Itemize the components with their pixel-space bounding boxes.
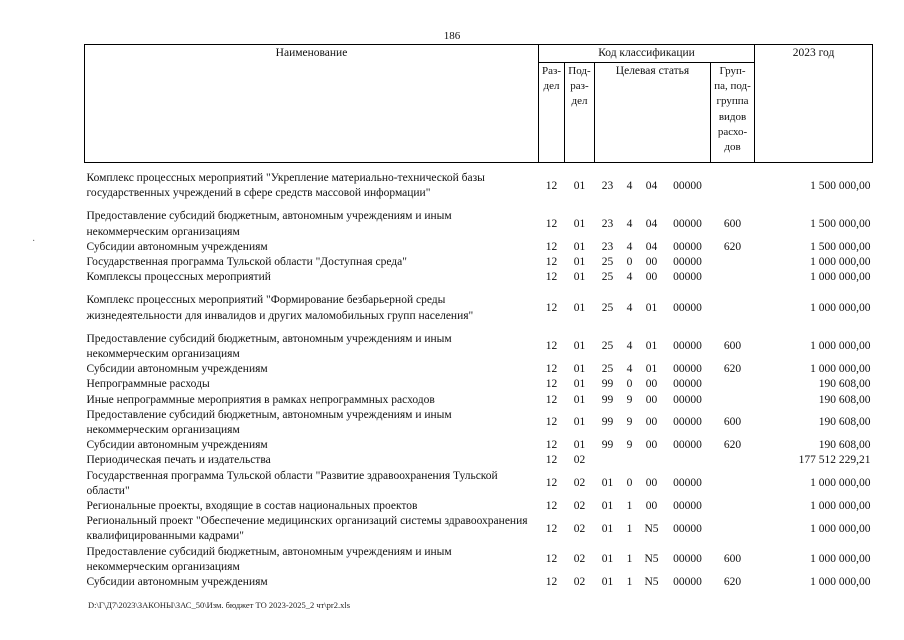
row-razdel: 12: [545, 302, 558, 315]
row-target-subprogram: N5: [644, 522, 659, 535]
row-razdel: 12: [545, 218, 558, 230]
row-amount: 1 000 000,00: [810, 271, 871, 284]
row-name: Субсидии автономным учреждениям: [86, 439, 268, 452]
row-target-program: 25: [601, 340, 614, 353]
row-target-type: 1: [626, 522, 633, 535]
row-razdel: 12: [545, 454, 558, 467]
row-amount: 177 512 229,21: [798, 454, 871, 467]
row-razdel: 12: [545, 271, 558, 284]
table-row: [85, 469, 873, 499]
budget-table: [84, 44, 873, 590]
row-target-direction: 00000: [673, 240, 702, 253]
row-amount: 1 000 000,00: [810, 477, 871, 490]
row-podrazdel: 01: [573, 256, 586, 269]
row-podrazdel: 01: [573, 393, 586, 406]
row-target-direction: 00000: [673, 271, 702, 284]
table-row: [85, 171, 873, 201]
row-amount: 1 000 000,00: [810, 576, 871, 589]
row-target-direction: 00000: [673, 378, 702, 391]
row-expense-group: [711, 469, 755, 499]
table-header: [85, 45, 873, 163]
row-target-type: 4: [626, 271, 633, 284]
row-name: Субсидии автономным учреждениям: [86, 576, 268, 589]
row-name: Предоставление субсидий бюджетным, автономным учреждениям и иным некоммерческим организациям: [86, 210, 452, 238]
row-target-type: 4: [626, 240, 633, 253]
row-expense-group: [711, 453, 755, 468]
row-target-subprogram: 00: [645, 439, 658, 452]
row-amount: 1 500 000,00: [810, 179, 871, 192]
row-podrazdel: 01: [573, 378, 586, 391]
row-target-direction: 00000: [673, 500, 702, 513]
row-target-program: 99: [601, 393, 614, 406]
table-row: [85, 545, 873, 575]
row-target-type: 9: [626, 393, 633, 406]
row-target-direction: 00000: [673, 553, 702, 566]
row-target-program: 23: [601, 179, 614, 192]
table-row: [85, 377, 873, 392]
row-razdel: 12: [545, 522, 558, 535]
row-podrazdel: 01: [573, 179, 586, 192]
row-expense-group: 620: [723, 240, 742, 253]
table-row: [85, 209, 873, 239]
row-target-subprogram: 04: [645, 240, 658, 253]
row-amount: 1 000 000,00: [810, 256, 871, 269]
row-target-type: 0: [626, 378, 633, 391]
table-row: [85, 240, 873, 255]
row-target-type: [621, 453, 639, 468]
table-row: [85, 438, 873, 453]
row-target-program: 01: [601, 500, 614, 513]
row-amount: 1 500 000,00: [810, 218, 871, 230]
table-row: [85, 453, 873, 468]
row-spacer: [85, 201, 873, 209]
row-target-subprogram: 00: [645, 416, 658, 429]
row-target-program: 99: [601, 378, 614, 391]
row-target-type: 0: [626, 256, 633, 269]
table-row: [85, 514, 873, 544]
table-body: [85, 163, 873, 591]
header-year-2023: 2023 год: [755, 45, 873, 163]
row-spacer: [85, 285, 873, 293]
row-target-direction: 00000: [673, 256, 702, 269]
row-expense-group: 600: [723, 553, 742, 566]
row-target-program: 23: [601, 240, 614, 253]
row-expense-group: [711, 293, 755, 323]
row-name: Субсидии автономным учреждениям: [86, 240, 268, 253]
row-amount: 1 000 000,00: [810, 340, 871, 353]
row-razdel: 12: [545, 256, 558, 269]
row-target-type: 4: [626, 363, 633, 376]
row-target-type: 4: [626, 302, 633, 315]
row-expense-group: [711, 255, 755, 270]
row-target-type: 4: [626, 179, 633, 192]
row-podrazdel: 02: [573, 477, 586, 490]
table-row: [85, 499, 873, 514]
row-amount: 1 500 000,00: [810, 240, 871, 253]
row-expense-group: 620: [723, 576, 742, 589]
row-podrazdel: 01: [573, 271, 586, 284]
row-razdel: 12: [545, 477, 558, 490]
row-target-program: 99: [601, 416, 614, 429]
row-podrazdel: 02: [573, 553, 586, 566]
row-podrazdel: 01: [573, 416, 586, 429]
row-target-direction: 00000: [673, 522, 702, 535]
row-podrazdel: 01: [573, 302, 586, 315]
row-target-subprogram: 00: [645, 256, 658, 269]
row-name: Региональные проекты, входящие в состав национальных проектов: [86, 500, 418, 513]
row-target-type: 1: [626, 500, 633, 513]
row-amount: 1 000 000,00: [810, 302, 871, 315]
row-expense-group: 620: [723, 439, 742, 452]
margin-mark: ·: [32, 236, 36, 247]
table-row: [85, 270, 873, 285]
row-amount: 1 000 000,00: [810, 522, 871, 535]
row-target-type: 4: [626, 340, 633, 353]
row-expense-group: 600: [723, 218, 742, 230]
row-podrazdel: 01: [573, 363, 586, 376]
page-number: 186: [443, 30, 461, 42]
row-target-subprogram: 01: [645, 302, 658, 315]
header-podrazdel: Под- раз- дел: [565, 63, 595, 163]
row-target-direction: 00000: [673, 179, 702, 192]
row-target-program: 23: [601, 218, 614, 230]
row-name: Предоставление субсидий бюджетным, автономным учреждениям и иным некоммерческим организациям: [86, 545, 452, 573]
table-row: [85, 293, 873, 323]
header-expense-group: Груп- па, под- группа видов расхо- дов: [711, 63, 755, 163]
row-razdel: 12: [545, 340, 558, 353]
header-target-article: Целевая статья: [595, 63, 711, 163]
row-target-subprogram: N5: [644, 553, 659, 566]
row-target-type: 9: [626, 439, 633, 452]
row-razdel: 12: [545, 439, 558, 452]
row-podrazdel: 02: [573, 500, 586, 513]
row-target-program: 01: [601, 477, 614, 490]
row-expense-group: [711, 377, 755, 392]
row-target-direction: 00000: [673, 340, 702, 353]
row-target-subprogram: 00: [645, 378, 658, 391]
row-name: Иные непрограммные мероприятия в рамках непрограммных расходов: [86, 393, 435, 406]
row-amount: 1 000 000,00: [810, 553, 871, 566]
row-target-program: 99: [601, 439, 614, 452]
row-amount: 190 608,00: [818, 393, 871, 406]
row-expense-group: 600: [723, 340, 742, 353]
row-razdel: 12: [545, 553, 558, 566]
row-target-program: 01: [601, 553, 614, 566]
row-razdel: 12: [545, 416, 558, 429]
row-target-type: 1: [626, 553, 633, 566]
row-target-program: 25: [601, 271, 614, 284]
row-razdel: 12: [545, 179, 558, 192]
row-name: Комплекс процессных мероприятий "Укрепление материально-технической базы государственных учреждений в сфере средств массовой информации": [86, 172, 485, 200]
row-target-direction: 00000: [673, 576, 702, 589]
row-name: Государственная программа Тульской области "Доступная среда": [86, 256, 407, 269]
row-podrazdel: 01: [573, 218, 586, 230]
row-target-direction: 00000: [673, 218, 702, 230]
row-target-type: 4: [626, 218, 633, 230]
row-podrazdel: 01: [573, 240, 586, 253]
row-target-direction: 00000: [673, 416, 702, 429]
row-razdel: 12: [545, 378, 558, 391]
row-expense-group: [711, 270, 755, 285]
row-target-program: [595, 453, 621, 468]
row-amount: 190 608,00: [818, 378, 871, 391]
row-amount: 190 608,00: [818, 416, 871, 429]
row-expense-group: 620: [723, 363, 742, 376]
row-name: Предоставление субсидий бюджетным, автономным учреждениям и иным некоммерческим организациям: [86, 332, 452, 361]
row-name: Комплексы процессных мероприятий: [86, 271, 271, 284]
file-path-footer: D:\Г\Д7\2023\ЗАКОНЫ\ЗАС_50\Изм. бюджет ТО 2023-2025_2 чт\pr2.xls: [88, 600, 351, 610]
row-expense-group: [711, 171, 755, 201]
row-target-subprogram: 00: [645, 477, 658, 490]
table-row: [85, 408, 873, 438]
row-name: Предоставление субсидий бюджетным, автономным учреждениям и иным некоммерческим организациям: [86, 408, 452, 437]
row-expense-group: [711, 499, 755, 514]
row-target-program: 25: [601, 256, 614, 269]
row-name: Комплекс процессных мероприятий "Формирование безбарьерной среды жизнедеятельности для инвалидов и других маломобильных групп населения": [86, 294, 474, 322]
row-target-subprogram: 01: [645, 340, 658, 353]
row-podrazdel: 02: [573, 454, 586, 467]
row-expense-group: 600: [723, 416, 742, 429]
row-podrazdel: 02: [573, 576, 586, 589]
row-razdel: 12: [545, 500, 558, 513]
table-row: [85, 255, 873, 270]
row-podrazdel: 01: [573, 439, 586, 452]
row-name: Непрограммные расходы: [86, 378, 210, 391]
row-target-type: 9: [626, 416, 633, 429]
row-amount: 1 000 000,00: [810, 500, 871, 513]
row-target-program: 25: [601, 302, 614, 315]
row-razdel: 12: [545, 240, 558, 253]
row-name: Региональный проект "Обеспечение медицинских организаций системы здравоохранения квалифицированными кадрами": [86, 515, 528, 543]
row-target-subprogram: 01: [645, 363, 658, 376]
row-target-program: 25: [601, 363, 614, 376]
row-target-direction: 00000: [673, 393, 702, 406]
header-name: Наименование: [85, 45, 539, 163]
row-amount: 1 000 000,00: [810, 363, 871, 376]
table-row: [85, 575, 873, 590]
table-row: [85, 393, 873, 408]
row-target-subprogram: 00: [645, 271, 658, 284]
row-podrazdel: 01: [573, 340, 586, 353]
row-target-subprogram: 00: [645, 393, 658, 406]
row-name: Периодическая печать и издательства: [86, 454, 271, 467]
row-spacer: [85, 163, 873, 172]
row-target-subprogram: 04: [645, 179, 658, 192]
row-target-direction: 00000: [673, 439, 702, 452]
row-target-direction: 00000: [673, 302, 702, 315]
row-expense-group: [711, 514, 755, 544]
row-spacer: [85, 324, 873, 332]
row-target-direction: 00000: [673, 363, 702, 376]
row-expense-group: [711, 393, 755, 408]
row-name: Субсидии автономным учреждениям: [86, 363, 268, 376]
row-target-type: 1: [626, 576, 633, 589]
row-target-subprogram: 04: [645, 218, 658, 230]
row-podrazdel: 02: [573, 522, 586, 535]
row-name: Государственная программа Тульской области "Развитие здравоохранения Тульской области": [86, 469, 498, 497]
row-target-subprogram: 00: [645, 500, 658, 513]
header-razdel: Раз- дел: [539, 63, 565, 163]
table-row: [85, 362, 873, 377]
row-target-subprogram: N5: [644, 576, 659, 589]
row-target-subprogram: [639, 453, 665, 468]
row-target-program: 01: [601, 522, 614, 535]
row-target-direction: [665, 453, 711, 468]
row-target-type: 0: [626, 477, 633, 490]
row-target-program: 01: [601, 576, 614, 589]
row-razdel: 12: [545, 576, 558, 589]
row-target-direction: 00000: [673, 477, 702, 490]
row-razdel: 12: [545, 393, 558, 406]
row-amount: 190 608,00: [818, 439, 871, 452]
table-row: [85, 332, 873, 362]
row-razdel: 12: [545, 363, 558, 376]
header-classification-code: Код классификации: [539, 45, 755, 63]
